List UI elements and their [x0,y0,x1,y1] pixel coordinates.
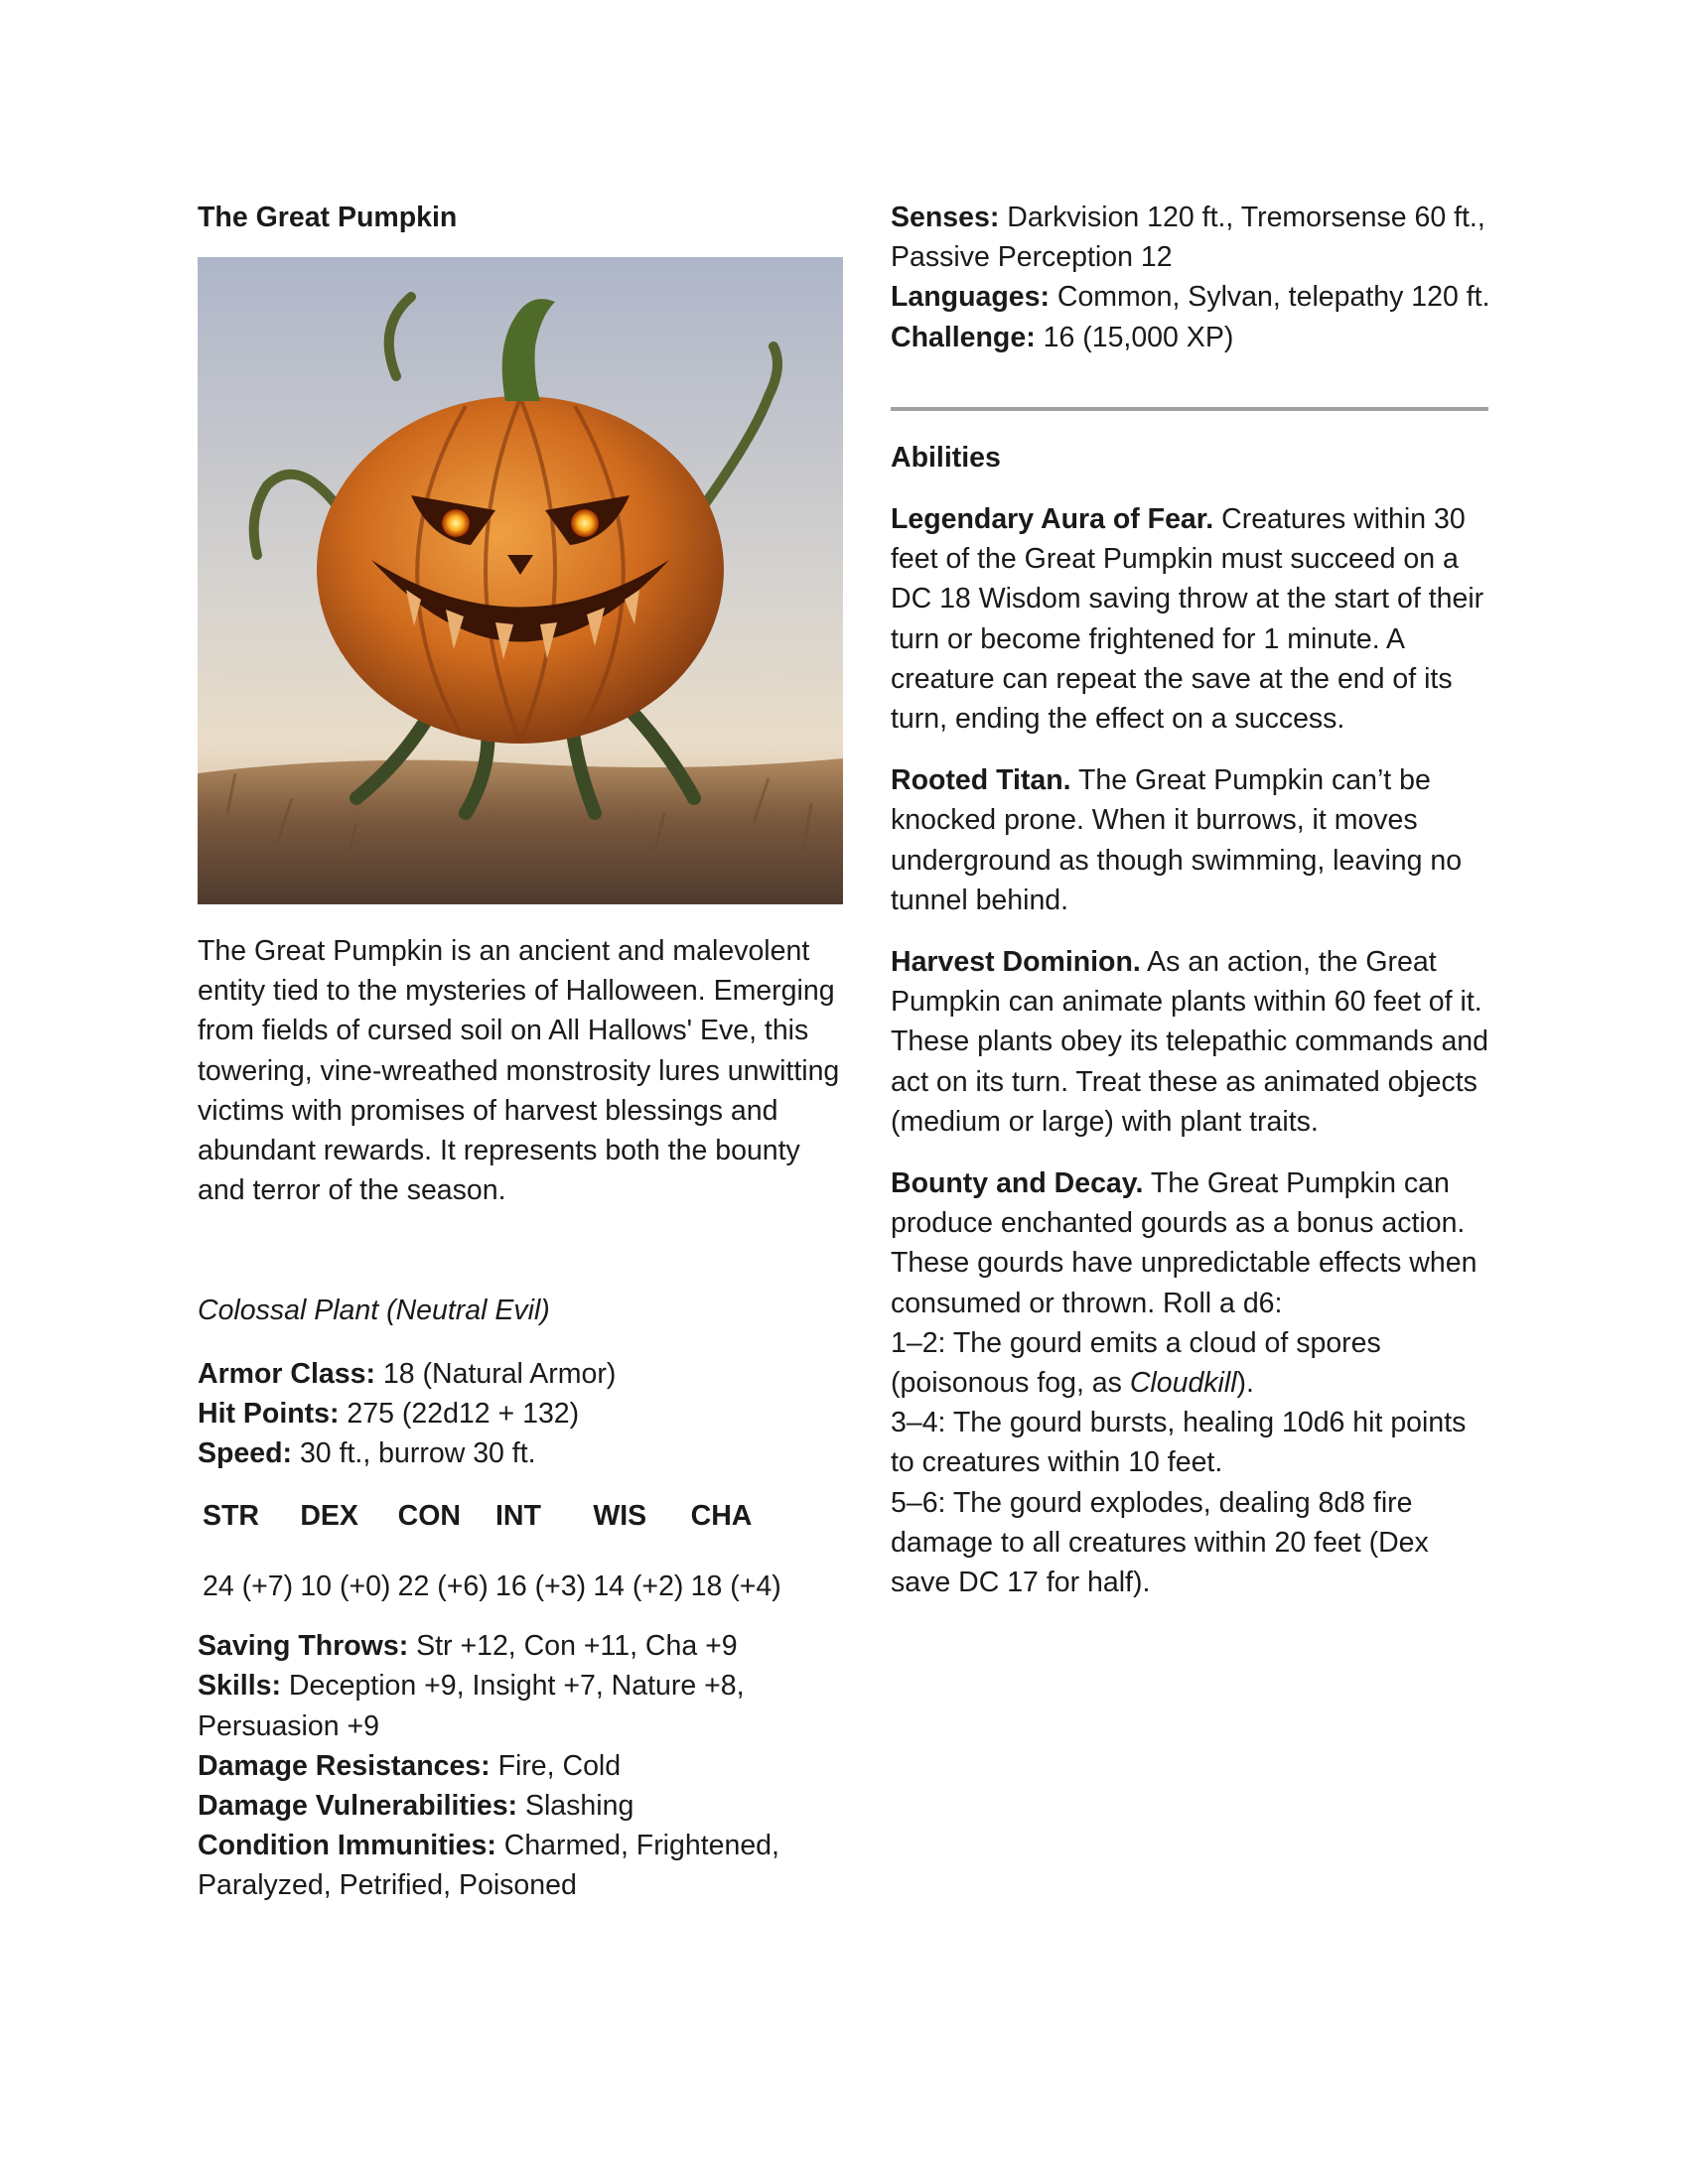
secondary-stats [198,1626,853,1905]
ability-value: 18 (+4) [690,1570,781,1602]
ability-entry [891,1163,1491,1602]
condition-immunities-label: Condition Immunities: [198,1830,496,1862]
languages-label: Languages: [891,281,1050,314]
ability-header: STR [203,1499,259,1532]
speed-line [198,1433,853,1473]
monster-title: The Great Pumpkin [198,202,458,233]
armor-class-label: Armor Class: [198,1357,375,1390]
ability-name: Bounty and Decay. [891,1167,1144,1200]
challenge-line [891,318,1491,357]
roll-result-1-end: ). [1236,1367,1254,1400]
section-divider [891,407,1488,411]
ability-value-row [203,1536,788,1606]
roll-result-1-text: 1–2: The gourd emits a cloud of spores (poisonous fog, as [891,1326,1381,1400]
ability-value: 16 (+3) [494,1570,587,1602]
hit-points-value: 275 (22d12 + 132) [339,1397,580,1430]
saving-throws-value: Str +12, Con +11, Cha +9 [408,1630,738,1663]
ability-header: INT [494,1499,541,1532]
left-column [198,198,853,1906]
challenge-label: Challenge: [891,321,1036,353]
ability-text: As an action, the Great Pumpkin can animate plants within 60 feet of it. These plants obey its telepathic commands and act on its turn. Treat these as animated objects (medium or large) with plant traits. [891,946,1489,1138]
senses-line [891,198,1491,277]
speed-label: Speed: [198,1437,293,1470]
saving-throws-line [198,1626,853,1666]
challenge-value: 16 (15,000 XP) [1035,321,1234,353]
damage-vulnerabilities-line [198,1786,853,1826]
damage-resistances-line [198,1746,853,1786]
ability-value: 10 (+0) [300,1570,391,1602]
ability-header: CHA [690,1499,753,1532]
speed-value: 30 ft., burrow 30 ft. [292,1437,536,1470]
damage-vulnerabilities-label: Damage Vulnerabilities: [198,1790,518,1823]
skills-line [198,1666,853,1745]
ability-header: WIS [593,1499,647,1532]
senses-value: Darkvision 120 ft., Tremorsense 60 ft., Passive Perception 12 [891,202,1485,274]
senses-label: Senses: [891,202,1000,233]
damage-vulnerabilities-value: Slashing [517,1790,634,1823]
ability-entry [891,760,1491,920]
pumpkin-monster-illustration [198,257,843,904]
ability-text: The Great Pumpkin can’t be knocked prone. When it burrows, it moves underground as though swimming, leaving no tunnel behind. [891,764,1463,916]
skills-label: Skills: [198,1670,281,1703]
core-stats [198,1354,853,1474]
ability-name: Legendary Aura of Fear. [891,503,1214,536]
roll-result-1 [891,1323,1491,1403]
hit-points-line [198,1394,853,1433]
skills-value: Deception +9, Insight +7, Nature +8, Persuasion +9 [198,1670,745,1742]
ability-scores-table [203,1496,788,1606]
ability-text: The Great Pumpkin can produce enchanted gourds as a bonus action. These gourds have unpredictable effects when consumed or thrown. Roll a d6: [891,1167,1477,1319]
condition-immunities-line [198,1826,853,1905]
ability-entry [891,942,1491,1142]
armor-class-value: 18 (Natural Armor) [374,1357,617,1390]
monster-description: The Great Pumpkin is an ancient and malevolent entity tied to the mysteries of Halloween. Emerging from fields of cursed soil on All Hallows' Eve, this towering, vine-wreathed monstrosity lures unwitting victims with promises of harvest blessings and abundant rewards. It represents both the bounty and terror of the season. [198,935,840,1207]
languages-value: Common, Sylvan, telepathy 120 ft. [1049,281,1490,314]
ability-text: Creatures within 30 feet of the Great Pumpkin must succeed on a DC 18 Wisdom saving throw at the start of their turn or become frightened for 1 minute. A creature can repeat the save at the end of its turn, ending the effect on a success. [891,503,1484,736]
ability-name: Harvest Dominion. [891,946,1141,979]
senses-block [891,198,1491,357]
ability-name: Rooted Titan. [891,764,1071,797]
ability-entry [891,499,1491,739]
damage-resistances-value: Fire, Cold [490,1749,622,1782]
ability-header: DEX [300,1499,358,1532]
ability-value: 14 (+2) [593,1570,684,1602]
damage-resistances-label: Damage Resistances: [198,1749,491,1782]
ability-header: CON [397,1499,461,1532]
ability-value: 22 (+6) [397,1570,489,1602]
roll-result-1-spell: Cloudkill [1129,1367,1237,1400]
ability-header-row [203,1496,788,1536]
right-column [891,198,1491,1602]
armor-class-line [198,1354,853,1394]
languages-line [891,277,1491,317]
condition-immunities-value: Charmed, Frightened, Paralyzed, Petrified, Poisoned [198,1830,779,1902]
hit-points-label: Hit Points: [198,1397,340,1430]
roll-result-2: 3–4: The gourd bursts, healing 10d6 hit points to creatures within 10 feet. [891,1407,1467,1479]
saving-throws-label: Saving Throws: [198,1630,409,1663]
monster-type-line: Colossal Plant (Neutral Evil) [198,1295,550,1327]
roll-result-3: 5–6: The gourd explodes, dealing 8d8 fire damage to all creatures within 20 feet (Dex save DC 17 for half). [891,1486,1429,1599]
ability-value: 24 (+7) [203,1570,294,1602]
abilities-heading: Abilities [891,441,1001,474]
